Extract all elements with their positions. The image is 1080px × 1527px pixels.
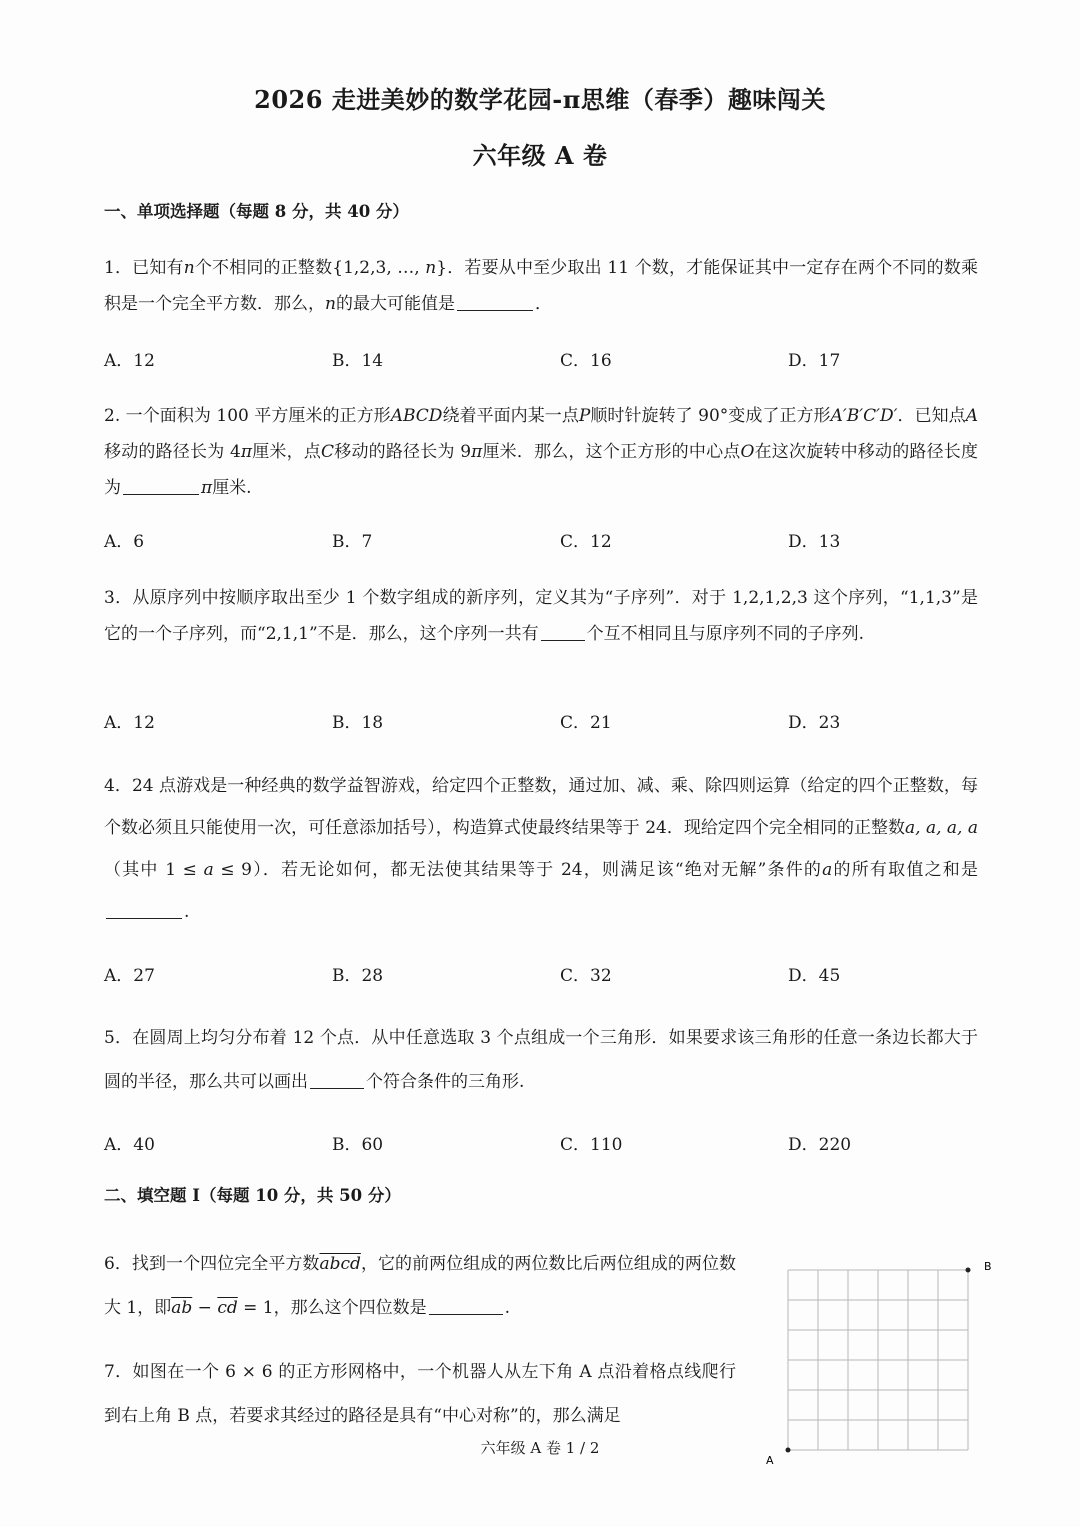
option-c: C．110 (560, 1135, 623, 1155)
option-a: A．12 (104, 351, 155, 371)
answer-blank (123, 493, 199, 495)
option-d: D．13 (788, 532, 841, 552)
option-a: A．6 (104, 532, 145, 552)
option-b: B．28 (332, 966, 384, 986)
grid-lines (788, 1270, 968, 1450)
option-c: C．32 (560, 966, 612, 986)
answer-blank (310, 1087, 364, 1089)
options-q1 (104, 346, 978, 376)
option-a: A．40 (104, 1135, 155, 1155)
option-a: A．27 (104, 966, 155, 986)
option-c: C．12 (560, 532, 612, 552)
option-b: B．14 (332, 351, 384, 371)
question-3: 3．从原序列中按顺序取出至少 1 个数字组成的新序列，定义其为“子序列”．对于 1,2,1,2,3 这个序列，“1,1,3”是它的一个子序列，而“2,1,1”不是．那么，这个序列一共有 个互不相同且与原序列不同的子序列. (104, 588, 978, 644)
question-1: 1．已知有n个不相同的正整数{1,2,3, …, n}．若要从中至少取出 11 个数，才能保证其中一定存在两个不同的数乘积是一个完全平方数．那么，n的最大可能值是 ． (104, 258, 978, 314)
exam-title: 2026 走进美妙的数学花园-π思维（春季）趣味闯关 (254, 85, 826, 114)
question-6: 6．找到一个四位完全平方数abcd，它的前两位组成的两位数比后两位组成的两位数大 1，即$\overline{ab} - \overline{cd} = 1$，那么这个四位数是 . (104, 1254, 736, 1318)
option-d: D．45 (788, 966, 841, 986)
answer-blank (457, 309, 533, 311)
answer-blank (429, 1313, 503, 1315)
option-c: C．21 (560, 713, 612, 733)
question-4: 4．24 点游戏是一种经典的数学益智游戏，给定四个正整数，通过加、减、乘、除四则运算（给定的四个正整数，每个数必须且只能使用一次，可任意添加括号），构造算式使最终结果等于 24．现给定四个完全相同的正整数a, a, a, a（其中 1 ≤ a ≤ 9）．若无论如何，都无法使其结果等于 24，则满足该“绝对无解”条件的a的所有取值之和是. (104, 776, 978, 922)
page-footer: 六年级 A 卷 1 / 2 (480, 1439, 600, 1457)
option-d: D．23 (788, 713, 841, 733)
label-a: A (766, 1454, 774, 1467)
options-q5 (104, 1130, 978, 1160)
section-heading-2: 二、填空题 I（每题 10 分，共 50 分） (104, 1186, 401, 1205)
option-d: D．17 (788, 351, 841, 371)
label-b: B (984, 1260, 992, 1273)
option-b: B．60 (332, 1135, 384, 1155)
option-c: C．16 (560, 351, 612, 371)
answer-blank (541, 639, 585, 641)
options-q3 (104, 708, 978, 738)
option-a: A．12 (104, 713, 155, 733)
option-d: D．220 (788, 1135, 852, 1155)
option-b: B．7 (332, 532, 373, 552)
options-q4 (104, 961, 978, 991)
options-q2 (104, 527, 978, 557)
section-heading-1: 一、单项选择题（每题 8 分，共 40 分） (104, 202, 409, 221)
answer-blank (106, 917, 182, 919)
option-b: B．18 (332, 713, 384, 733)
question-5: 5．在圆周上均匀分布着 12 个点．从中任意选取 3 个点组成一个三角形．如果要求该三角形的任意一条边长都大于圆的半径，那么共可以画出 个符合条件的三角形. (104, 1028, 978, 1092)
question-7: 7．如图在一个 6 × 6 的正方形网格中，一个机器人从左下角 A 点沿着格点线爬行到右上角 B 点，若要求其经过的路径是具有“中心对称”的，那么满足 (104, 1362, 736, 1426)
point-b (966, 1268, 971, 1273)
question-2: 2. 一个面积为 100 平方厘米的正方形ABCD绕着平面内某一点P顺时针旋转了 90°变成了正方形A′B′C′D′．已知点A移动的路径长为 4π厘米，点C移动的路径长为 9π厘米．那么，这个正方形的中心点O在这次旋转中移动的路径长度为 π厘米. (104, 406, 979, 498)
exam-subtitle: 六年级 A 卷 (472, 141, 608, 170)
